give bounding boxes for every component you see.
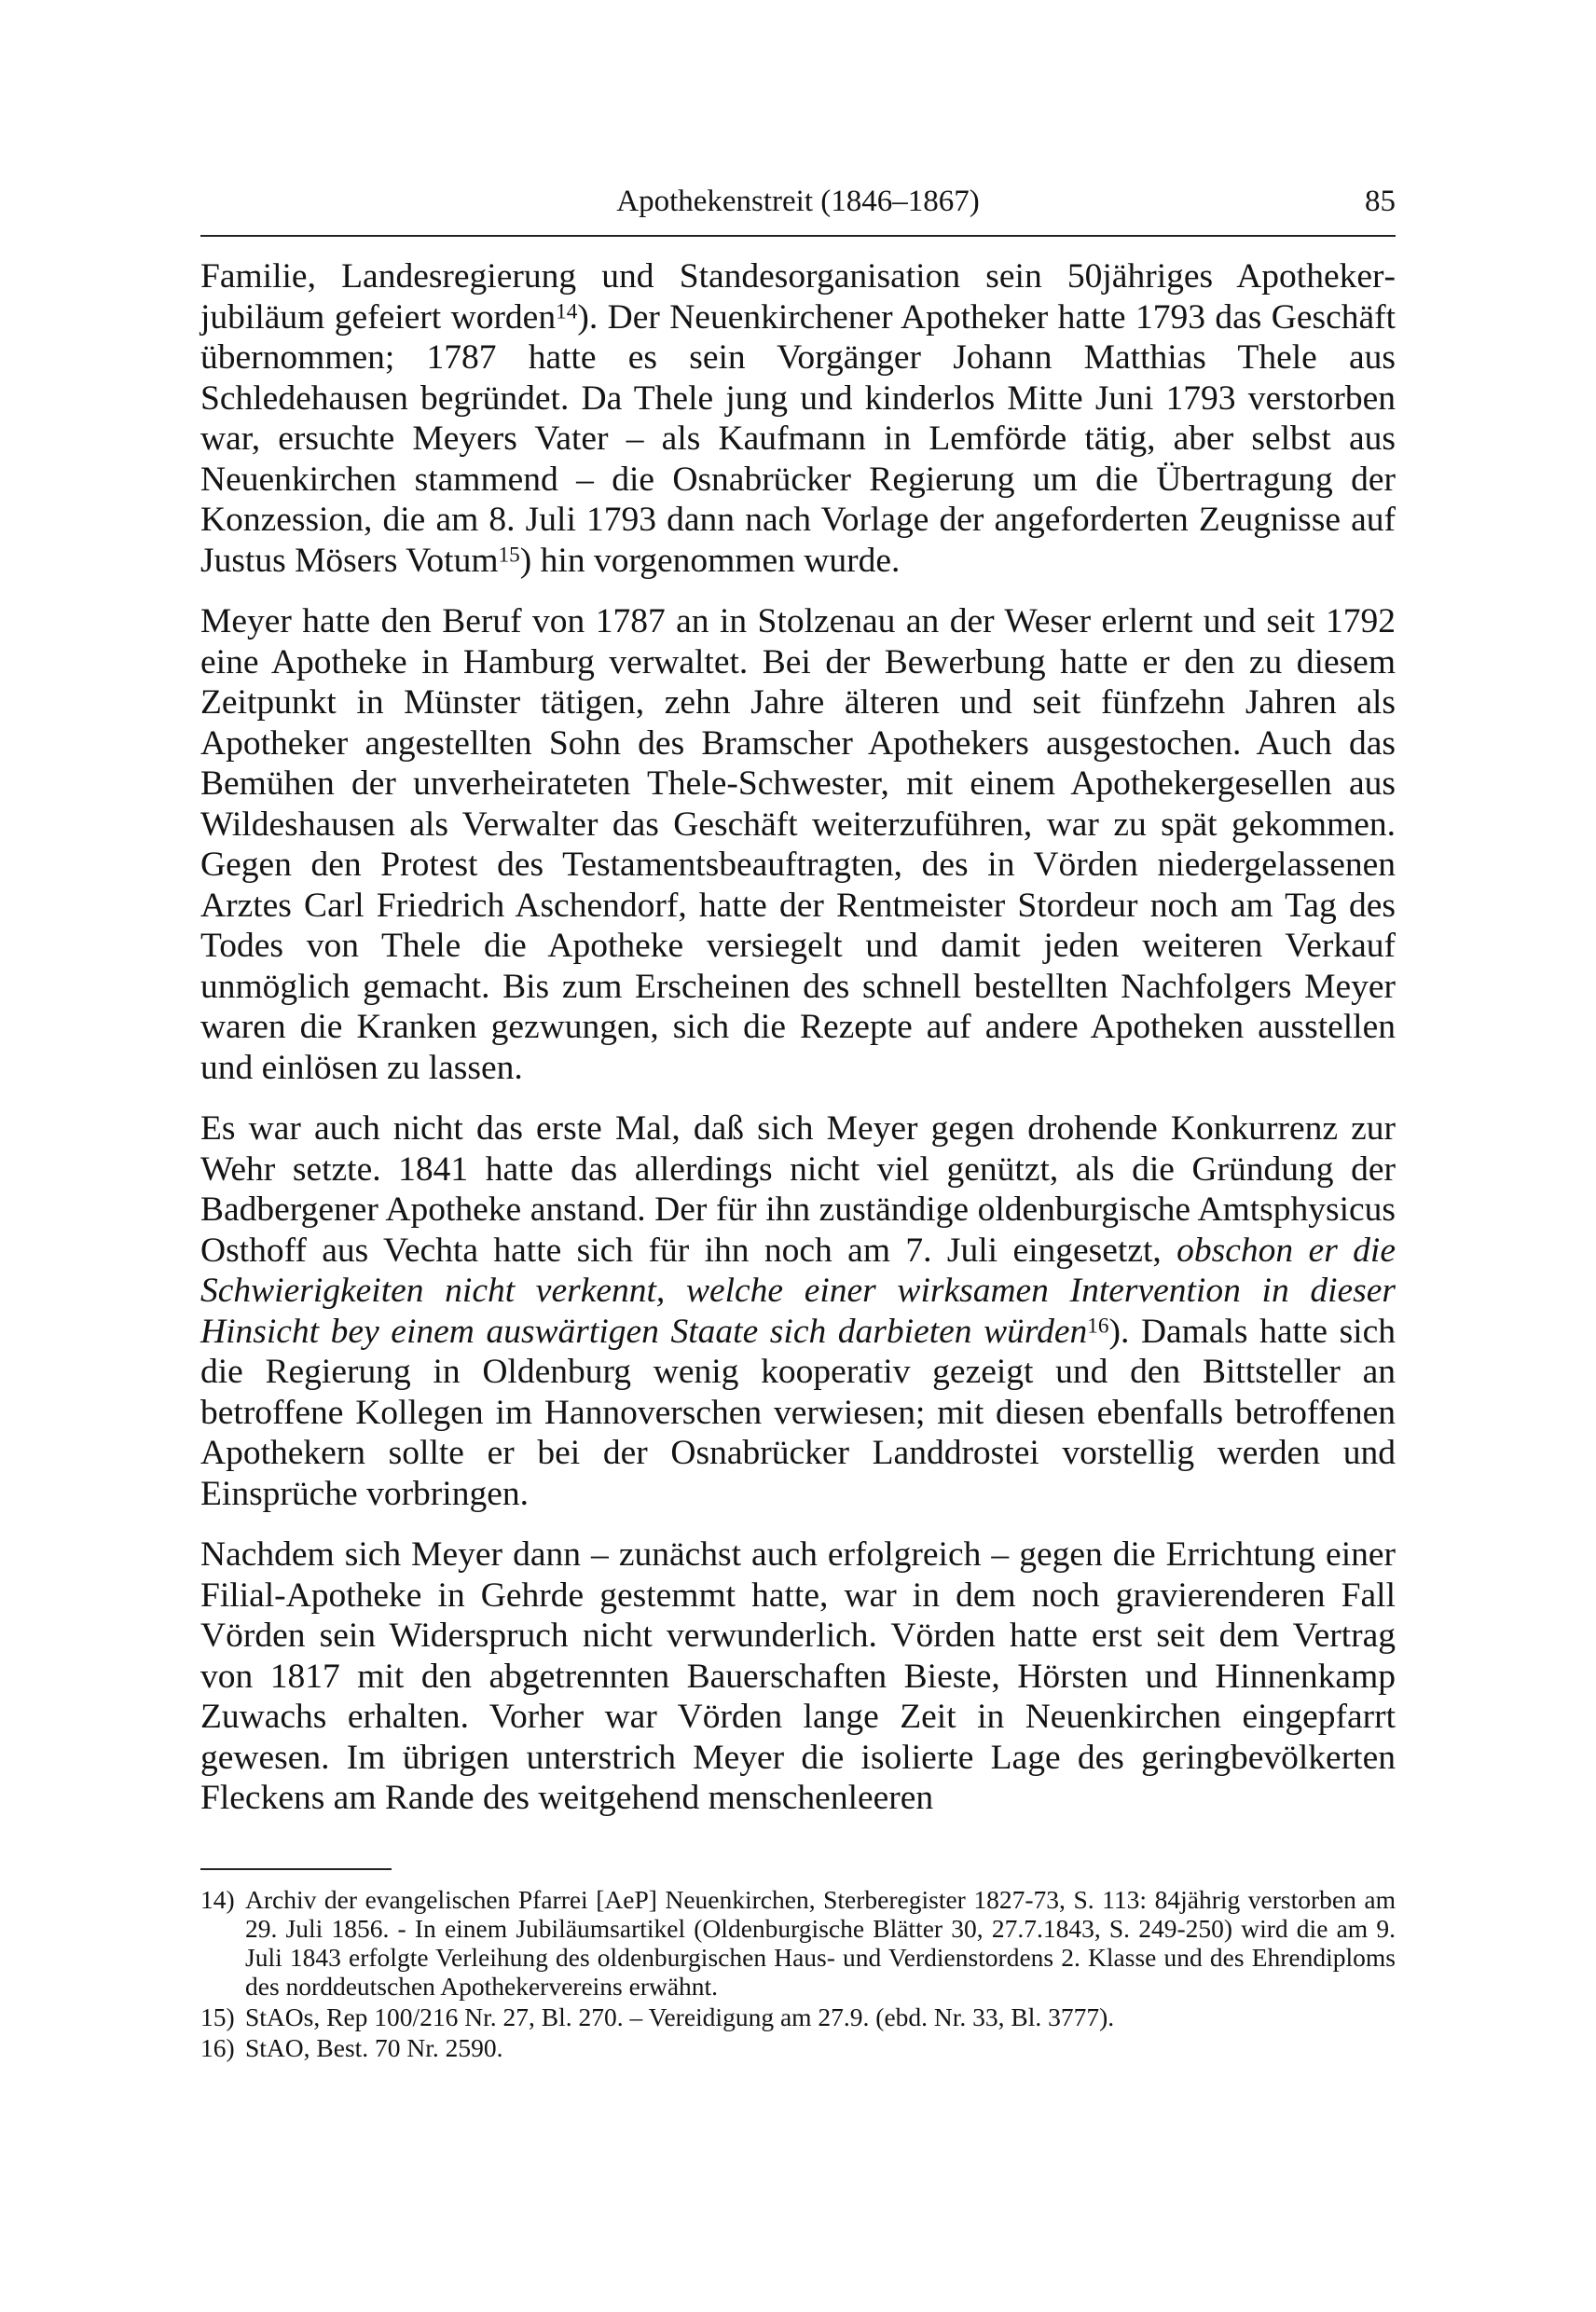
text-run: Familie, Landesregierung und Standesorganisation sein 50jähriges Apothekerjubiläum gefeiert worden [200, 257, 1396, 337]
footnote [200, 2002, 1396, 2031]
footnote-mark: 15) [200, 2002, 235, 2031]
running-head-title: Apothekenstreit (1846–1867) [616, 185, 980, 218]
page-number: 85 [1365, 185, 1396, 218]
footnote-text: Archiv der evangelischen Pfarrei [AeP] Neuenkirchen, Sterberegister 1827-73, S. 113: 84jährig verstorben am 29. Juli 1856. - In einem Jubiläumsartikel (Oldenburgische Blätter 30, 27.7.1843, S. 249-250) wird die am 9. Juli 1843 erfolgte Verleihung des oldenburgischen Haus- und Verdienstordens 2. Klasse und des Ehrendiploms des norddeutschen Apothekervereins erwähnt. [245, 1885, 1396, 2001]
paragraph [200, 1534, 1396, 1819]
footnote-mark: 16) [200, 2033, 235, 2062]
text-run: Es war auch nicht das erste Mal, daß sich Meyer gegen drohende Konkurrenz zur Wehr setzte. 1841 hatte das allerdings nicht viel genützt, als die Gründung der Badbergener Apotheke anstand. Der für ihn zuständige oldenburgische Amtsphysicus Osthoff aus Vechta hatte sich für ihn noch am 7. Juli eingesetzt, [200, 1109, 1396, 1270]
text-run: ). Damals hatte sich die Regierung in Oldenburg wenig kooperativ gezeigt und den Bittsteller an betroffene Kollegen im Hannoverschen verwiesen; mit diesen ebenfalls betroffenen Apothekern sollte er bei der Osnabrücker Landdrostei vorstellig werden und Einsprüche vorbringen. [200, 1312, 1396, 1513]
footnote [200, 2033, 1396, 2062]
text-run: Nachdem sich Meyer dann – zunächst auch erfolgreich – gegen die Errichtung einer Filial-Apotheke in Gehrde gestemmt hatte, war in dem noch gravierenderen Fall Vörden sein Widerspruch nicht verwunderlich. Vörden hatte erst seit dem Vertrag von 1817 mit den abgetrennten Bauerschaften Bieste, Hörsten und Hinnenkamp Zuwachs erhalten. Vorher war Vörden lange Zeit in Neuenkirchen eingepfarrt gewesen. Im übrigen unterstrich Meyer die isolierte Lage des geringbevölkerten Fleckens am Rande des weitgehend menschenleeren [200, 1535, 1396, 1817]
footnotes [200, 1885, 1396, 2064]
body-text [200, 256, 1396, 1839]
footnote [200, 1885, 1396, 2001]
text-run: ). Der Neuenkirchener Apotheker hatte 1793 das Geschäft übernommen; 1787 hatte es sein Vorgänger Johann Matthias Thele aus Schledehausen begründet. Da Thele jung und kinderlos Mitte Juni 1793 verstorben war, ersuchte Meyers Vater – als Kaufmann in Lemförde tätig, aber selbst aus Neuenkirchen stammend – die Osnabrücker Regierung um die Übertragung der Konzession, die am 8. Juli 1793 dann nach Vorlage der angeforderten Zeugnisse auf Justus Mösers Votum [200, 297, 1396, 580]
footnote-text: StAO, Best. 70 Nr. 2590. [245, 2033, 503, 2062]
footnote-rule [200, 1868, 392, 1870]
footnote-text: StAOs, Rep 100/216 Nr. 27, Bl. 270. – Vereidigung am 27.9. (ebd. Nr. 33, Bl. 3777). [245, 2002, 1115, 2031]
footnote-reference: 15 [498, 543, 520, 568]
footnote-reference: 16 [1087, 1314, 1109, 1339]
text-run: ) hin vorgenommen wurde. [519, 541, 901, 580]
paragraph [200, 1108, 1396, 1514]
paragraph [200, 601, 1396, 1088]
text-run: Meyer hatte den Beruf von 1787 an in Stolzenau an der Weser erlernt und seit 1792 eine Apotheke in Hamburg verwaltet. Bei der Bewerbung hatte er den zu diesem Zeitpunkt in Münster tätigen, zehn Jahre älteren und seit fünfzehn Jahren als Apotheker angestellten Sohn des Bramscher Apothekers ausgestochen. Auch das Bemühen der unverheirateten Thele-Schwester, mit einem Apothekergesellen aus Wildeshausen als Verwalter das Geschäft weiterzuführen, war zu spät gekommen. Gegen den Protest des Testamentsbeauftragten, des in Vörden niedergelassenen Arztes Carl Friedrich Aschendorf, hatte der Rentmeister Stordeur noch am Tag des Todes von Thele die Apotheke versiegelt und damit jeden weiteren Verkauf unmöglich gemacht. Bis zum Erscheinen des schnell bestellten Nachfolgers Meyer waren die Kranken gezwungen, sich die Rezepte auf andere Apotheken ausstellen und einlösen zu lassen. [200, 602, 1396, 1087]
italic-quotation: obschon er die Schwierigkeiten nicht verkennt, welche einer wirksamen Intervention in dieser Hinsicht bey einem auswärtigen Staate sich darbieten würden [200, 1231, 1396, 1351]
paragraph [200, 256, 1396, 581]
footnote-reference: 14 [556, 299, 578, 324]
footnote-mark: 14) [200, 1885, 235, 1914]
header-rule [200, 235, 1396, 237]
